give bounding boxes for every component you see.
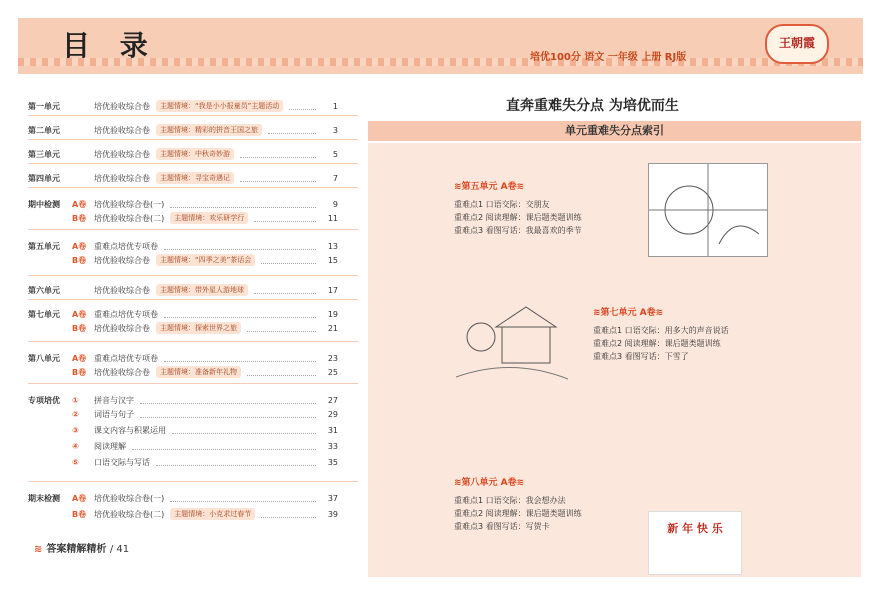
toc-name: 阅读理解 [94, 441, 126, 451]
toc-name: 培优验收综合卷 [94, 125, 150, 135]
toc-divider [28, 139, 358, 140]
answer-link[interactable] [34, 540, 133, 555]
toc-sub: B卷 [72, 255, 87, 265]
toc-page: 21 [327, 323, 338, 333]
toc-row[interactable] [28, 211, 338, 225]
new-year-card [648, 511, 742, 575]
toc-list [28, 95, 358, 535]
section-item: 重难点3 看图写话：我最喜欢的季节 [454, 226, 582, 235]
toc-theme-tag: 主题情境：探索世界之旅 [156, 322, 241, 334]
toc-sub: ③ [72, 425, 79, 435]
toc-row[interactable] [28, 351, 338, 365]
toc-row[interactable] [28, 365, 338, 379]
leader-dots [261, 257, 316, 264]
toc-name: 培优验收综合卷 [94, 285, 150, 295]
leader-dots [254, 287, 316, 294]
toc-name: 拼音与汉字 [94, 395, 134, 405]
toc-theme-tag: 主题情境：中秋奇妙游 [156, 148, 234, 160]
toc-sub: ⑤ [72, 457, 79, 467]
toc-theme-tag: 主题情境：欢乐研学行 [170, 212, 248, 224]
toc-divider [28, 481, 358, 482]
toc-sub: B卷 [72, 367, 87, 377]
toc-row[interactable] [28, 321, 338, 335]
section-head: ≋第八单元 A卷≋ [454, 478, 525, 488]
toc-unit: 期中检测 [28, 199, 60, 209]
toc-name: 培优验收综合卷 [94, 367, 150, 377]
leader-dots [132, 443, 316, 450]
toc-divider [28, 299, 358, 300]
toc-page: 7 [332, 173, 338, 183]
toc-page: 5 [332, 149, 338, 159]
leader-dots [170, 201, 316, 208]
toc-name: 重难点培优专项卷 [94, 309, 158, 319]
toc-sub: A卷 [72, 493, 87, 503]
toc-name: 培优验收综合卷 [94, 255, 150, 265]
card-char: 乐 [711, 522, 723, 535]
section-item: 重难点2 阅读理解：课后题类题训练 [454, 213, 582, 222]
toc-row[interactable] [28, 123, 338, 137]
toc-name: 重难点培优专项卷 [94, 241, 158, 251]
section-item: 重难点2 阅读理解：课后题类题训练 [454, 509, 582, 518]
toc-page: 29 [327, 409, 338, 419]
toc-divider [28, 275, 358, 276]
toc-theme-tag: 主题情境：“四季之美”茶话会 [156, 254, 255, 266]
section-item: 重难点3 看图写话：写贺卡 [454, 522, 550, 531]
page-title: 目 录 [62, 29, 158, 62]
leader-dots [140, 397, 316, 404]
toc-page: 25 [327, 367, 338, 377]
toc-page: 39 [327, 509, 338, 519]
section-item: 重难点1 口语交际：用多大的声音说话 [593, 326, 729, 335]
toc-unit: 第八单元 [28, 353, 60, 363]
toc-name: 培优验收综合卷 [94, 149, 150, 159]
leader-dots [261, 511, 316, 518]
toc-row[interactable] [28, 253, 338, 267]
leader-dots [140, 411, 316, 418]
toc-theme-tag: 主题情境：小克求过春节 [170, 508, 255, 520]
leader-dots [172, 427, 316, 434]
section-unit8 [454, 475, 582, 533]
toc-unit: 第七单元 [28, 309, 60, 319]
section-item: 重难点1 口语交际：我会想办法 [454, 496, 566, 505]
toc-name: 培优验收综合卷 [94, 323, 150, 333]
toc-row[interactable] [28, 439, 338, 453]
toc-page: 23 [327, 353, 338, 363]
toc-page: 9 [332, 199, 338, 209]
toc-sub: A卷 [72, 199, 87, 209]
toc-divider [28, 383, 358, 384]
toc-page: 37 [327, 493, 338, 503]
toc-sub: A卷 [72, 241, 87, 251]
toc-row[interactable] [28, 423, 338, 437]
answer-page: / 41 [109, 544, 130, 555]
toc-name: 培优验收综合卷 [94, 173, 150, 183]
toc-page: 35 [327, 457, 338, 467]
toc-unit: 第二单元 [28, 125, 60, 135]
leader-dots [247, 325, 316, 332]
toc-theme-tag: 主题情境：带外星人游地球 [156, 284, 248, 296]
toc-name: 培优验收综合卷(一) [94, 493, 165, 503]
toc-unit: 第一单元 [28, 101, 60, 111]
toc-unit: 第四单元 [28, 173, 60, 183]
section-unit5 [454, 179, 582, 237]
leader-dots [289, 103, 316, 110]
toc-row[interactable] [28, 455, 338, 469]
toc-name: 重难点培优专项卷 [94, 353, 158, 363]
leader-dots [170, 495, 316, 502]
toc-name: 培优验收综合卷(一) [94, 199, 165, 209]
toc-page: 11 [327, 213, 338, 223]
leader-dots [156, 459, 316, 466]
toc-row[interactable] [28, 307, 338, 321]
toc-name: 词语与句子 [94, 409, 134, 419]
toc-row[interactable] [28, 171, 338, 185]
toc-row[interactable] [28, 99, 338, 113]
toc-row[interactable] [28, 407, 338, 421]
index-panel [368, 143, 861, 577]
leader-dots [268, 127, 316, 134]
toc-row[interactable] [28, 147, 338, 161]
toc-name: 口语交际与写话 [94, 457, 150, 467]
toc-page: 17 [327, 285, 338, 295]
toc-divider [28, 187, 358, 188]
toc-row[interactable] [28, 507, 338, 521]
toc-row[interactable] [28, 239, 338, 253]
toc-theme-tag: 主题情境：精彩的拼音王国之旅 [156, 124, 262, 136]
toc-sub: A卷 [72, 309, 87, 319]
book-meta: 培优100分 语文 一年级 上册 RJ版 [530, 52, 687, 63]
toc-sub: B卷 [72, 323, 87, 333]
wave-icon: ≋ [34, 544, 43, 555]
toc-page: 33 [327, 441, 338, 451]
brand-logo: 王朝霞 [765, 24, 829, 64]
leader-dots [164, 355, 316, 362]
toc-name: 培优验收综合卷(二) [94, 509, 165, 519]
leader-dots [164, 243, 316, 250]
toc-sub: ④ [72, 441, 79, 451]
toc-theme-tag: 主题情境：“我是小小报童员”主题活动 [156, 100, 283, 112]
leader-dots [247, 369, 316, 376]
toc-row[interactable] [28, 283, 338, 297]
leader-dots [164, 311, 316, 318]
section-item: 重难点1 口语交际：交朋友 [454, 200, 550, 209]
leader-dots [240, 151, 316, 158]
toc-theme-tag: 主题情境：寻宝奇遇记 [156, 172, 234, 184]
card-char: 年 [682, 522, 694, 535]
toc-divider [28, 229, 358, 230]
toc-page: 31 [327, 425, 338, 435]
section-item: 重难点2 阅读理解：课后题类题训练 [593, 339, 721, 348]
card-char: 快 [696, 522, 708, 535]
toc-page: 27 [327, 395, 338, 405]
toc-page: 3 [332, 125, 338, 135]
toc-name: 课文内容与积累运用 [94, 425, 166, 435]
toc-divider [28, 341, 358, 342]
toc-sub: ② [72, 409, 79, 419]
toc-page: 1 [332, 101, 338, 111]
toc-unit: 第五单元 [28, 241, 60, 251]
toc-divider [28, 163, 358, 164]
toc-divider [28, 115, 358, 116]
toc-page: 15 [327, 255, 338, 265]
toc-sub: A卷 [72, 353, 87, 363]
toc-row[interactable] [28, 491, 338, 505]
toc-sub: ① [72, 395, 79, 405]
snow-house-illustration [456, 297, 568, 387]
section-head: ≋第五单元 A卷≋ [454, 182, 525, 192]
leader-dots [254, 215, 316, 222]
section-unit7 [593, 305, 729, 363]
toc-name: 培优验收综合卷 [94, 101, 150, 111]
section-head: ≋第七单元 A卷≋ [593, 308, 664, 318]
season-illustration [648, 163, 768, 257]
toc-row[interactable] [28, 393, 338, 407]
toc-unit: 专项培优 [28, 395, 60, 405]
section-item: 重难点3 看图写话：下雪了 [593, 352, 689, 361]
toc-sub: B卷 [72, 509, 87, 519]
slogan: 直奔重难失分点 为培优而生 [506, 98, 679, 114]
index-area [368, 95, 861, 585]
toc-theme-tag: 主题情境：准备新年礼物 [156, 366, 241, 378]
card-char: 新 [667, 522, 679, 535]
index-title: 单元重难失分点索引 [368, 121, 861, 141]
toc-page: 19 [327, 309, 338, 319]
toc-unit: 第六单元 [28, 285, 60, 295]
leader-dots [240, 175, 316, 182]
toc-sub: B卷 [72, 213, 87, 223]
toc-unit: 期末检测 [28, 493, 60, 503]
toc-unit: 第三单元 [28, 149, 60, 159]
answer-label: 答案精解精析 [46, 544, 107, 555]
toc-name: 培优验收综合卷(二) [94, 213, 165, 223]
toc-page: 13 [327, 241, 338, 251]
toc-row[interactable] [28, 197, 338, 211]
